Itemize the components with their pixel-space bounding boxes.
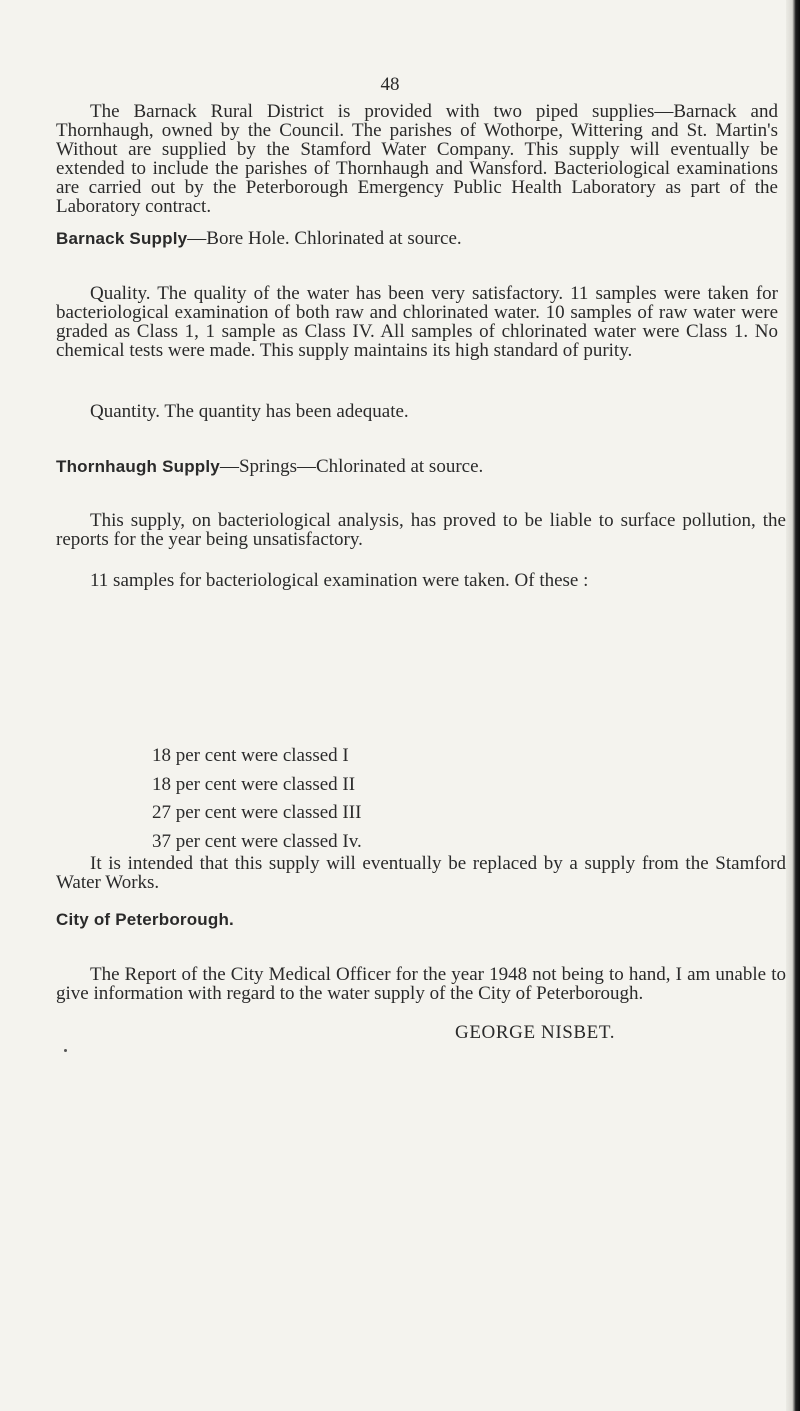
city-heading-title: City of Peterborough. [56, 910, 234, 929]
barnack-supply-heading [56, 228, 462, 250]
page-number: 48 [380, 74, 400, 95]
barnack-quantity-paragraph: Quantity. The quantity has been adequate. [90, 401, 409, 422]
thornhaugh-replacement-paragraph: It is intended that this supply will eventually be replaced by a supply from the Stamford Water Works. [56, 853, 786, 893]
classification-list [152, 742, 362, 856]
ink-dot [64, 1049, 67, 1052]
thornhaugh-samples-paragraph: 11 samples for bacteriological examination were taken. Of these : [90, 570, 589, 591]
city-heading [56, 909, 234, 931]
intro-paragraph: The Barnack Rural District is provided with two piped supplies—Barnack and Thornhaugh, owned by the Council. The parishes of Wothorpe, Wittering and St. Martin's Without are supplied by the Stamford Water Company. This supply will eventually be extended to include the parishes of Thornhaugh and Wansford. Bacteriological examinations are carried out by the Peterborough Emergency Public Health Laboratory as part of the Laboratory contract. [56, 101, 778, 217]
classification-item: 18 per cent were classed II [152, 773, 356, 795]
classification-item: 27 per cent were classed III [152, 802, 362, 823]
city-paragraph: The Report of the City Medical Officer for the year 1948 not being to hand, I am unable to give information with regard to the water supply of the City of Peterborough. [56, 964, 786, 1004]
signature: GEORGE NISBET. [455, 1022, 616, 1043]
thornhaugh-pollution-paragraph: This supply, on bacteriological analysis, has proved to be liable to surface pollution, the reports for the year being unsatisfactory. [56, 510, 786, 550]
classification-item: 18 per cent were classed I [152, 745, 349, 766]
thornhaugh-supply-heading [56, 456, 483, 478]
thornhaugh-supply-title: Thornhaugh Supply [56, 457, 220, 476]
barnack-quality-paragraph: Quality. The quality of the water has been very satisfactory. 11 samples were taken for bacteriological examination of both raw and chlorinated water. 10 samples of raw water were graded as Class 1, 1 sample as Class IV. All samples of chlorinated water were Class 1. No chemical tests were made. This supply maintains its high standard of purity. [56, 283, 778, 361]
page-edge [786, 0, 800, 1411]
classification-item: 37 per cent were classed Iv. [152, 830, 362, 852]
barnack-supply-subtitle: —Bore Hole. Chlorinated at source. [187, 228, 462, 249]
thornhaugh-supply-subtitle: —Springs—Chlorinated at source. [219, 456, 484, 477]
barnack-supply-title: Barnack Supply [56, 229, 188, 248]
